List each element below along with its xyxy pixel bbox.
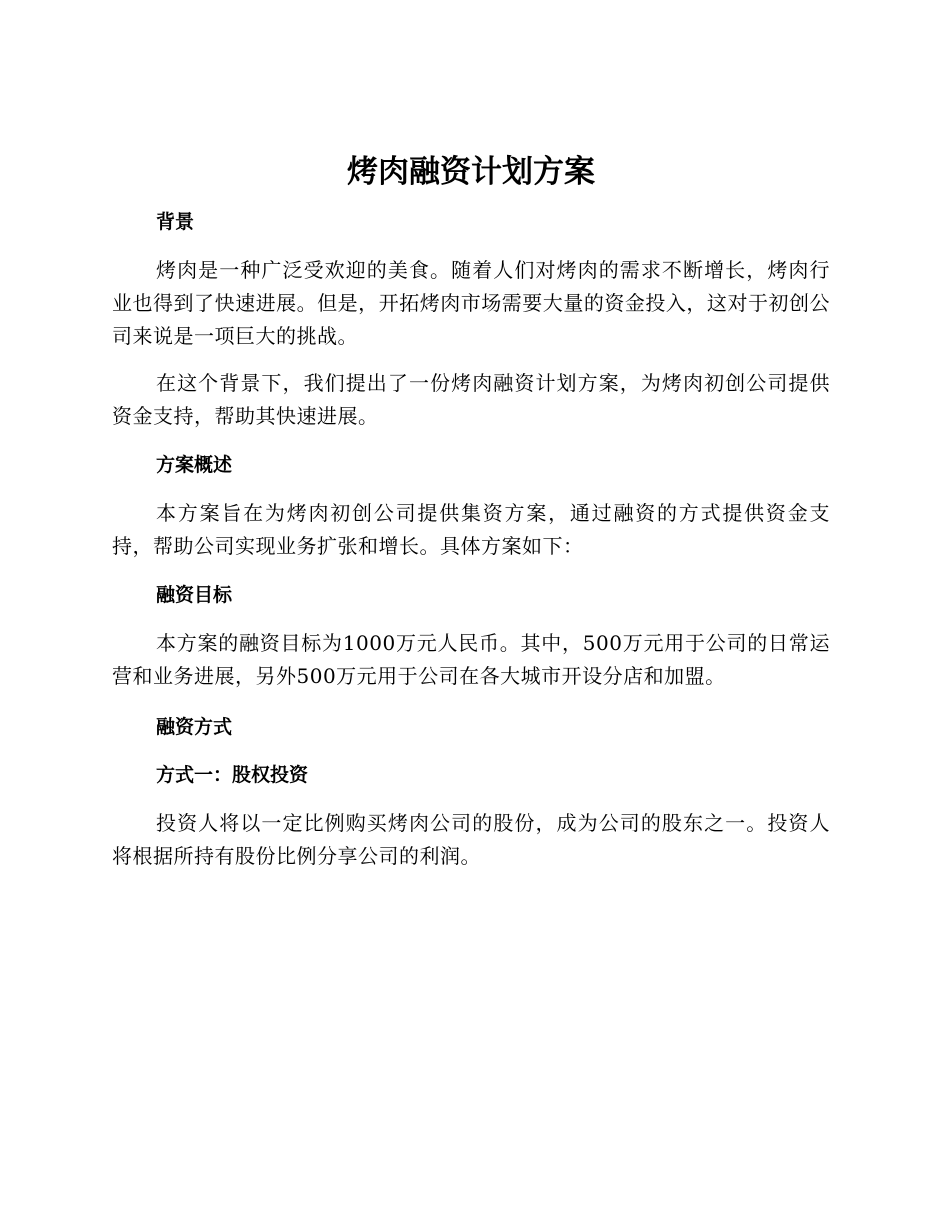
- paragraph-background-1: 烤肉是一种广泛受欢迎的美食。随着人们对烤肉的需求不断增长，烤肉行业也得到了快速进展。但是，开拓烤肉市场需要大量的资金投入，这对于初创公司来说是一项巨大的挑战。: [112, 258, 830, 348]
- section-heading-overview: 方案概述: [156, 454, 233, 476]
- paragraph-financing-goal: 本方案的融资目标为1000万元人民币。其中，500万元用于公司的日常运营和业务进展，另外500万元用于公司在各大城市开设分店和加盟。: [112, 631, 830, 688]
- section-heading-background: 背景: [156, 211, 195, 233]
- section-heading-financing-goal: 融资目标: [156, 584, 233, 606]
- document-page: [112, 150, 830, 873]
- paragraph-background-2: 在这个背景下，我们提出了一份烤肉融资计划方案，为烤肉初创公司提供资金支持，帮助其快速进展。: [112, 371, 830, 428]
- paragraph-equity-investment: 投资人将以一定比例购买烤肉公司的股份，成为公司的股东之一。投资人将根据所持有股份比例分享公司的利润。: [112, 811, 830, 868]
- paragraph-overview: 本方案旨在为烤肉初创公司提供集资方案，通过融资的方式提供资金支持，帮助公司实现业务扩张和增长。具体方案如下：: [112, 501, 830, 558]
- subsection-heading-equity-investment: 方式一：股权投资: [156, 764, 309, 786]
- document-title: 烤肉融资计划方案: [347, 154, 595, 190]
- section-heading-financing-method: 融资方式: [156, 716, 233, 738]
